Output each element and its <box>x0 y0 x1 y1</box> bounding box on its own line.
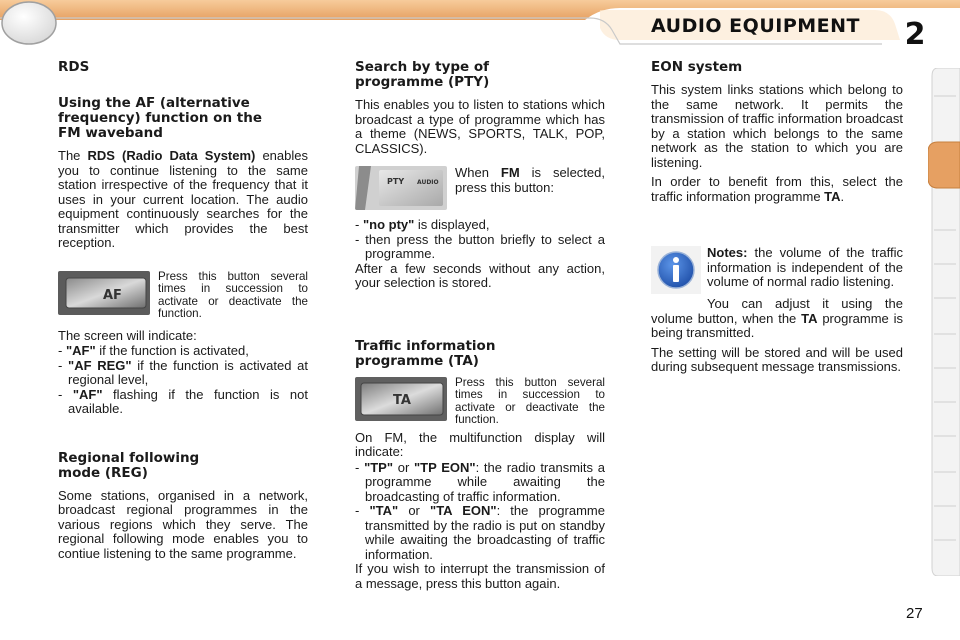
af-list <box>58 344 308 417</box>
ta-fm-paragraph: On FM, the multifunction display will indicate: <box>355 429 605 460</box>
pty-after-paragraph: After a few seconds without any action, your selection is stored. <box>355 260 605 290</box>
af-text-3: flashing if the function is not available. <box>68 386 308 417</box>
pty-bold-1: "no pty" <box>362 217 415 232</box>
ta-mid-2: or <box>398 503 431 519</box>
pty-button-row <box>355 166 605 210</box>
column-middle <box>355 60 605 596</box>
af-list-item-3 <box>58 388 308 417</box>
notes-p2-bold: TA <box>801 310 818 326</box>
eon-paragraph-1: This system links stations which belong to the same network. It permits the transmission of traffic information broadcast by a station which belongs to the same network as the station to which you are listening. <box>651 82 903 170</box>
column-right <box>651 60 903 380</box>
ta-text-1: : the radio transmits a programme while awaiting the broadcasting of traffic information. <box>365 459 605 504</box>
ta-interrupt-paragraph: If you wish to interrupt the transmission of a message, press this button again. <box>355 561 605 591</box>
column-left <box>58 60 308 566</box>
af-text-2: if the function is activated at regional level, <box>68 357 308 388</box>
notes-row <box>651 246 903 294</box>
af-button-image <box>58 271 150 315</box>
chapter-tabs <box>928 68 960 576</box>
af-list-item-1 <box>58 344 308 359</box>
info-icon <box>651 246 701 294</box>
pty-caption-pre: When <box>455 165 501 180</box>
audio-label: AUDIO <box>417 179 439 186</box>
eon-heading: EON system <box>651 59 743 75</box>
af-p-post: enables you to continue listening to the same station irrespective of the frequency that it uses in your current location. The audio equipment continuously searches for the transmitter which provides the best reception. <box>58 148 308 250</box>
ta-bold-1b: "TP EON" <box>414 459 476 475</box>
pty-dash-1: - <box>355 217 360 232</box>
notes-paragraph-3: The setting will be stored and will be used during subsequent message transmissions. <box>651 344 903 374</box>
pty-dash-2: - <box>355 231 360 247</box>
af-list-item-2 <box>58 359 308 388</box>
page-number: 27 <box>906 605 923 622</box>
rds-heading: RDS <box>58 59 90 75</box>
ta-bold-2a: "TA" <box>369 503 399 519</box>
pty-button-image <box>355 166 447 210</box>
screen-indicate-text: The screen will indicate: <box>58 327 197 343</box>
notes-p2-pre: You can adjust it using the volume button, when the <box>651 296 903 326</box>
eon-paragraph-2 <box>651 175 903 204</box>
af-dash-1: - <box>58 343 63 359</box>
ta-text-2: : the programme transmitted by the radio is put on standby while awaiting the broadcasting of traffic information. <box>365 503 605 562</box>
notes-label: Notes: <box>707 245 748 260</box>
pty-text-2: then press the button briefly to select a programme. <box>365 231 605 261</box>
notes-p1-text: the volume of the traffic information is independent of the volume of normal radio listening. <box>707 245 903 289</box>
chapter-tabs-strip <box>928 68 960 576</box>
pty-paragraph: This enables you to listen to stations which broadcast a type of programme which has a theme (NEWS, SPORTS, TALK, POP, CLASSICS). <box>355 97 605 156</box>
af-text-1: if the function is activated, <box>95 343 249 359</box>
ta-dash-1: - <box>355 459 360 475</box>
af-bold-3: "AF" <box>72 386 103 402</box>
af-paragraph <box>58 149 308 251</box>
ta-button-label: TA <box>393 392 411 408</box>
ta-button-caption: Press this button several times in succession to activate or deactivate the function. <box>455 375 605 427</box>
chapter-badge-icon <box>0 0 58 46</box>
eon-p2-pre: In order to benefit from this, select the traffic information programme <box>651 174 903 204</box>
ta-list-item-1 <box>355 461 605 505</box>
af-p-pre: The <box>58 148 88 163</box>
af-button-label: AF <box>103 287 122 303</box>
ta-button-row <box>355 377 605 427</box>
pty-caption <box>455 166 605 195</box>
pty-list-item-1 <box>355 218 605 233</box>
pty-caption-bold: FM <box>500 165 520 180</box>
pty-caption-post: is selected, press this button: <box>455 165 605 195</box>
ta-mid-1: or <box>393 459 414 475</box>
ta-heading: Traffic information programme (TA) <box>355 337 496 369</box>
af-p-bold: RDS (Radio Data System) <box>87 148 256 163</box>
notes-text <box>707 246 903 293</box>
ta-dash-2: - <box>355 503 360 519</box>
af-button-row <box>58 271 308 321</box>
af-bold-2: "AF REG" <box>68 357 132 373</box>
eon-p2-post: . <box>840 188 845 204</box>
pty-label: PTY <box>387 177 405 186</box>
ta-button-image <box>355 377 447 421</box>
reg-paragraph: Some stations, organised in a network, broadcast regional programmes in the various regions which they serve. The regional following mode enables you to contiue listening to the same programme. <box>58 487 308 561</box>
notes-paragraph-2 <box>651 297 903 341</box>
chapter-title: AUDIO EQUIPMENT <box>651 15 860 37</box>
page-header <box>0 0 960 52</box>
notes-p2-post: programme is being transmitted. <box>651 310 904 340</box>
af-dash-2: - <box>58 357 63 373</box>
af-dash-3: - <box>58 386 63 402</box>
af-heading: Using the AF (alternative frequency) function on the FM waveband <box>58 95 262 141</box>
pty-text-1: is displayed, <box>414 217 490 232</box>
ta-list-item-2 <box>355 504 605 562</box>
ta-bold-2b: "TA EON" <box>430 503 497 519</box>
reg-heading: Regional following mode (REG) <box>58 449 200 481</box>
chapter-number: 2 <box>904 17 926 52</box>
af-bold-1: "AF" <box>65 343 96 359</box>
ta-list <box>355 461 605 563</box>
pty-list <box>355 218 605 262</box>
af-button-caption: Press this button several times in succession to activate or deactivate the function. <box>158 269 308 321</box>
pty-list-item-2 <box>355 233 605 262</box>
ta-bold-1a: "TP" <box>364 459 394 475</box>
eon-p2-bold: TA <box>824 188 841 204</box>
pty-heading: Search by type of programme (PTY) <box>355 59 490 90</box>
notes-paragraph-1 <box>707 246 903 290</box>
